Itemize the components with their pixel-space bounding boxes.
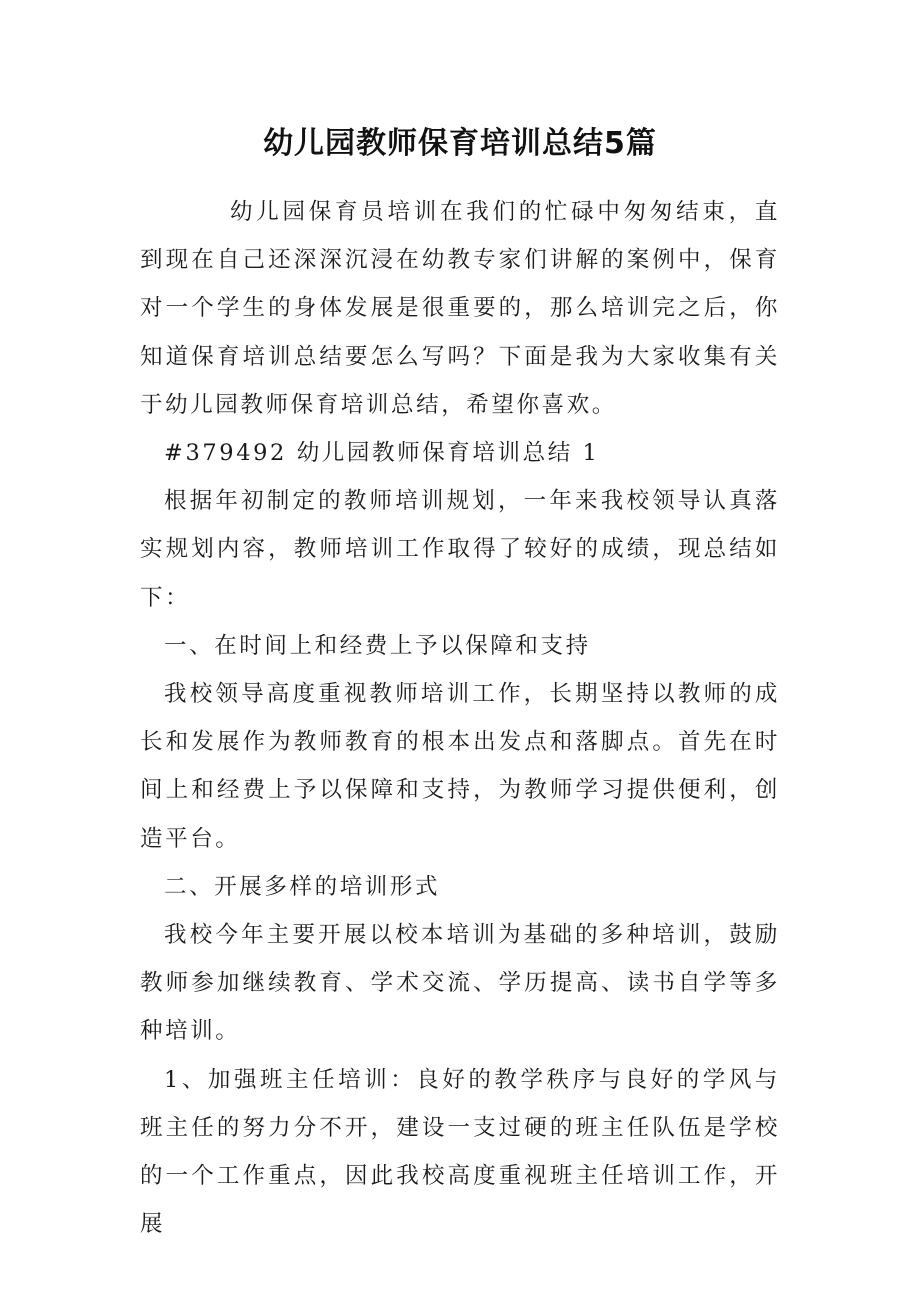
body-paragraph: 我校今年主要开展以校本培训为基础的多种培训，鼓励教师参加继续教育、学术交流、学历提高、读书自学等多种培训。 <box>140 922 780 1045</box>
intro-paragraph: 幼儿园保育员培训在我们的忙碌中匆匆结束，直到现在自己还深深沉浸在幼教专家们讲解的案例中，保育对一个学生的身体发展是很重要的，那么培训完之后，你知道保育培训总结要怎么写吗？下面是我为大家收集有关于幼儿园教师保育培训总结，希望你喜欢。 <box>140 199 780 418</box>
section-heading: 一、在时间上和经费上予以保障和支持 <box>164 632 591 659</box>
body-paragraph: 我校领导高度重视教师培训工作，长期坚持以教师的成长和发展作为教师教育的根本出发点和落脚点。首先在时间上和经费上予以保障和支持，为教师学习提供便利，创造平台。 <box>140 681 780 852</box>
document-body <box>140 188 780 1248</box>
section-heading: 二、开展多样的培训形式 <box>164 873 441 900</box>
body-paragraph: 根据年初制定的教师培训规划，一年来我校领导认真落实规划内容，教师培训工作取得了较好的成绩，现总结如下： <box>140 488 780 611</box>
article-heading: #379492 幼儿园教师保育培训总结 1 <box>164 440 600 467</box>
body-paragraph: 1、加强班主任培训：良好的教学秩序与良好的学风与班主任的努力分不开，建设一支过硬的班主任队伍是学校的一个工作重点，因此我校高度重视班主任培训工作，开展 <box>140 1066 780 1238</box>
document-title: 幼儿园教师保育培训总结5篇 <box>263 126 657 161</box>
